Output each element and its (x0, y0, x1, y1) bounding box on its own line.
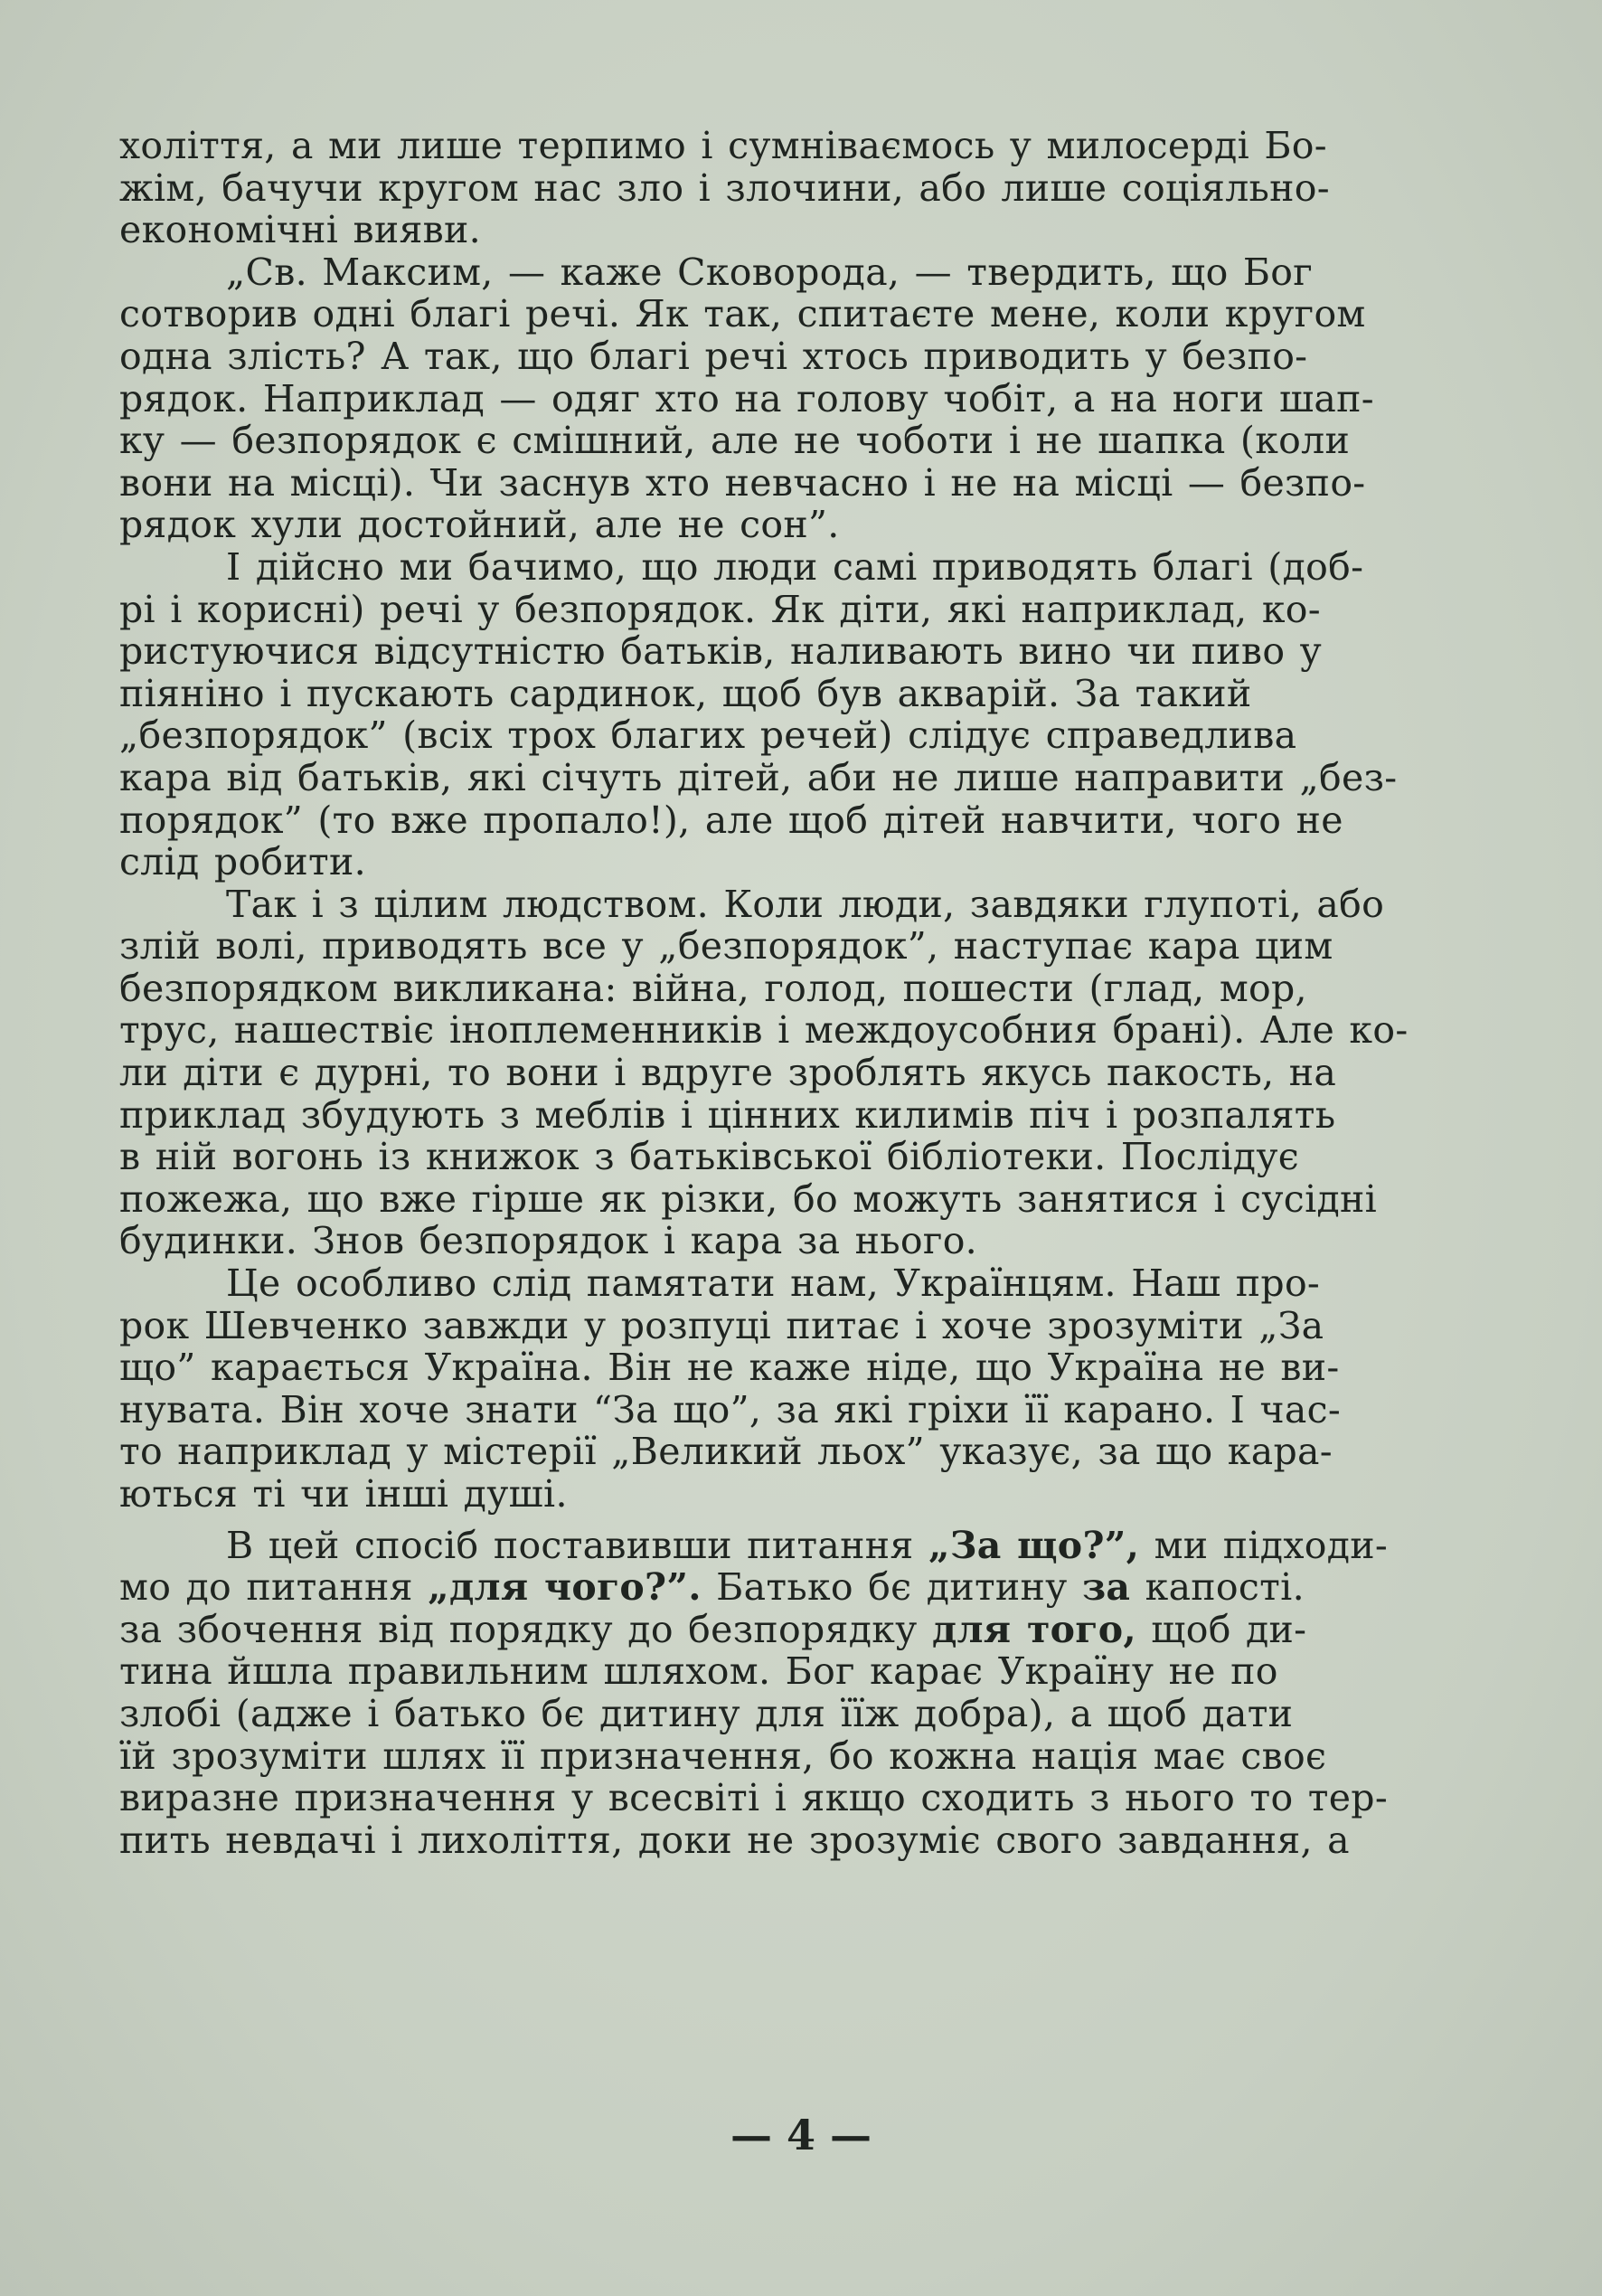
text-segment: В цей спосіб поставивши питання (226, 1523, 914, 1567)
text-line: Це особливо слід памятати нам, Українцям. Наш про- (226, 1261, 1321, 1306)
text-segment: мо до питання (119, 1565, 413, 1610)
text-segment: Батько бє дитину (716, 1565, 1068, 1610)
text-line: будинки. Знов безпорядок і кара за нього. (119, 1219, 978, 1263)
text-line: ристуючися відсутністю батьків, наливають вино чи пиво у (119, 629, 1323, 674)
text-line: І дійсно ми бачимо, що люди самі приводять благі (доб- (226, 544, 1364, 589)
text-line: слід робити. (119, 840, 366, 884)
text-line: порядок” (то вже пропало!), але щоб дітей навчити, чого не (119, 798, 1343, 842)
text-line (119, 1609, 1475, 1651)
text-line: вони на місці). Чи заснув хто невчасно і не на місці — безпо- (119, 460, 1366, 505)
text-segment: щоб ди- (1151, 1607, 1307, 1651)
bold-phrase: за (1081, 1565, 1131, 1610)
text-line: виразне призначення у всесвіті і якщо сходить з нього то тер- (119, 1776, 1389, 1820)
text-line (119, 1525, 1475, 1567)
text-line: злобі (адже і батько бє дитину для їїж добра), а щоб дати (119, 1691, 1294, 1735)
text-line: кара від батьків, які січуть дітей, аби не лише направити „без- (119, 755, 1398, 799)
text-line: пить невдачі і лихоліття, доки не зрозуміє свого завдання, а (119, 1818, 1350, 1862)
text-line: їй зрозуміти шлях її призначення, бо кожна нація має своє (119, 1734, 1327, 1778)
text-line: жім, бачучи кругом нас зло і злочини, або лише соціяльно- (119, 165, 1330, 210)
text-line: рок Шевченко завжди у розпуці питає і хоче зрозуміти „За (119, 1303, 1324, 1347)
text-line: що” карається Україна. Він не каже ніде, що Україна не ви- (119, 1346, 1340, 1390)
text-line (119, 1566, 1475, 1609)
text-line: Так і з цілим людством. Коли люди, завдяки глупоті, або (226, 882, 1385, 926)
bold-phrase: для того, (931, 1607, 1136, 1651)
text-line: злій волі, приводять все у „безпорядок”, наступає кара цим (119, 924, 1333, 968)
text-line: рядок. Наприклад — одяг хто на голову чобіт, а на ноги шап- (119, 376, 1374, 420)
text-line: ку — безпорядок є смішний, але не чоботи і не шапка (коли (119, 419, 1351, 463)
text-line: то наприклад у містерії „Великий льох” указує, за що кара- (119, 1430, 1333, 1474)
page-number: — 4 — (730, 2111, 872, 2159)
text-line: піяніно і пускають сардинок, щоб був акварій. За такий (119, 671, 1252, 715)
text-line: тина йшла правильним шляхом. Бог карає Україну не по (119, 1649, 1278, 1694)
text-segment: ми підходи- (1154, 1523, 1389, 1567)
text-line: рядок хули достойний, але не сон”. (119, 503, 840, 547)
text-segment: за збочення від порядку до безпорядку (119, 1607, 918, 1651)
bold-phrase: „для чого?”. (428, 1565, 702, 1610)
text-line: одна злість? А так, що благі речі хтось приводить у безпо- (119, 334, 1308, 378)
text-line: рі і корисні) речі у безпорядок. Як діти, які наприклад, ко- (119, 587, 1321, 631)
text-line: „Св. Максим, — каже Сковорода, — твердить, що Бог (226, 250, 1314, 294)
text-line: пожежа, що вже гірше як різки, бо можуть занятися і сусідні (119, 1176, 1378, 1221)
body-text (119, 125, 1475, 1861)
bold-phrase: „За що?”, (928, 1523, 1140, 1567)
text-segment: капості. (1145, 1565, 1305, 1610)
text-line: економічні вияви. (119, 208, 481, 252)
text-line: безпорядком викликана: війна, голод, пошести (глад, мор, (119, 966, 1307, 1010)
text-line: холіття, а ми лише терпимо і сумніваємось у милосерді Бо- (119, 124, 1327, 167)
text-line: трус, нашествіє іноплеменників і междоусобния брані). Але ко- (119, 1008, 1409, 1053)
text-line: сотворив одні благі речі. Як так, спитаєте мене, коли кругом (119, 292, 1366, 336)
text-line: ються ті чи інші душі. (119, 1472, 568, 1516)
text-line: „безпорядок” (всіх трох благих речей) слідує справедлива (119, 713, 1297, 758)
text-line: приклад збудують з меблів і цінних килимів піч і розпалять (119, 1092, 1336, 1137)
text-line: ли діти є дурні, то вони і вдруге зроблять якусь пакость, на (119, 1051, 1337, 1095)
text-line: нувата. Він хоче знати “За що”, за які гріхи її карано. І час- (119, 1387, 1342, 1431)
text-line: в ній вогонь із книжок з батьківської бібліотеки. Послідує (119, 1135, 1300, 1179)
